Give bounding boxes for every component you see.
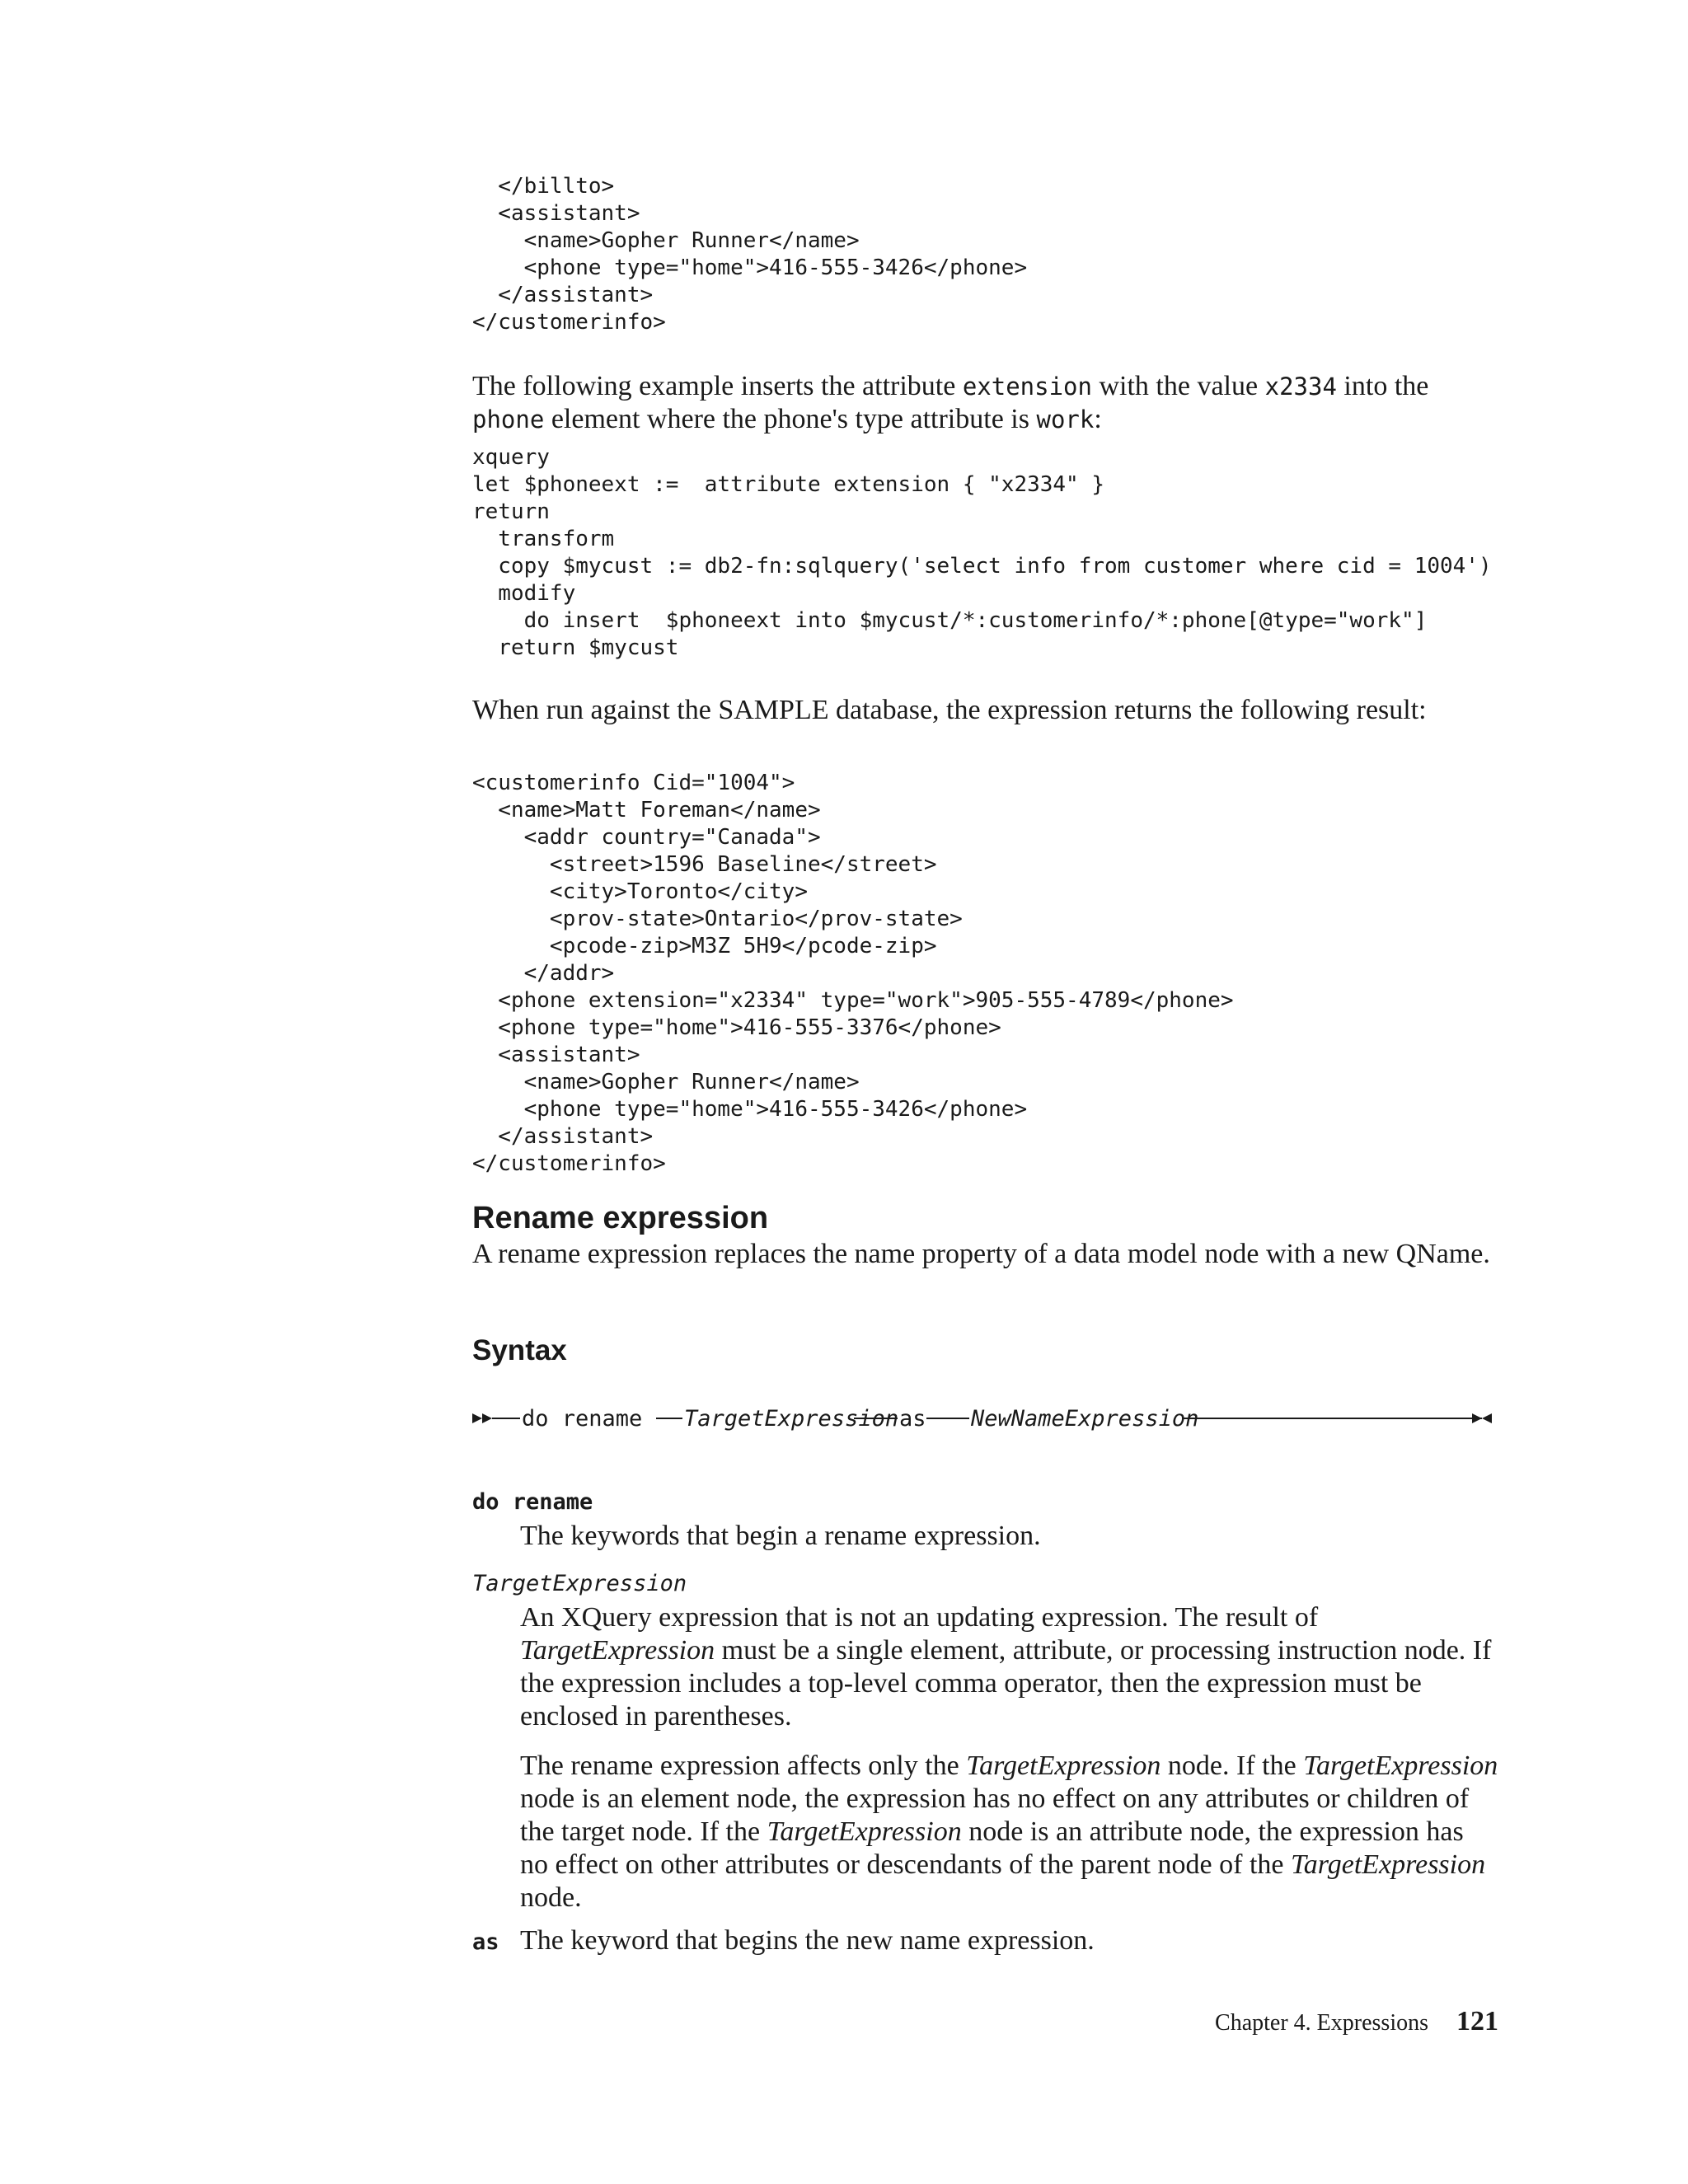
code-inline-work: work — [1036, 405, 1095, 434]
code-inline-phone: phone — [472, 405, 545, 434]
emphasis: TargetExpression — [1290, 1849, 1486, 1880]
section-intro-block — [472, 1238, 1498, 1271]
emphasis: TargetExpression — [1303, 1750, 1498, 1781]
text-run: node is an attribute node, the expression has no effect on other attributes or descendants of the parent node of the — [520, 1816, 1464, 1880]
definition-as — [472, 1924, 1498, 1957]
end-arrow-icon — [1472, 1413, 1482, 1423]
text-run: node. — [520, 1882, 582, 1913]
page-number: 121 — [1456, 2006, 1498, 2036]
start-arrow-icon — [482, 1413, 492, 1423]
code-text: <customerinfo Cid="1004"> <name>Matt Foreman</name> <addr country="Canada"> <street>1596 Baseline</street> <city>Toronto</city> <prov-state>Ontario</prov-state> <pcode-zip>M3Z 5H9</pcode-zip> </addr> <phone extension="x2334" type="work">905-555-4789</phone> <phone type="home">416-555-3376</phone> <assistant> <name>Gopher Runner</name> <phone type="home">416-555-3426</phone> </assistant> </customerinfo> — [472, 771, 1234, 1176]
code-block-top — [472, 173, 1498, 336]
syntax-heading-block — [472, 1334, 1498, 1367]
definition-term: TargetExpression — [472, 1571, 687, 1596]
emphasis: TargetExpression — [520, 1635, 715, 1666]
definition-paragraph-2 — [520, 1750, 1498, 1915]
code-text: xquery let $phoneext := attribute extension { "x2334" } return transform copy $mycust := db2-fn:sqlquery('select info from customer where cid = 1004') modify do insert $phoneext into $mycust/*:customerinfo/*:phone[@type="work"] return $mycust — [472, 445, 1492, 660]
definition-do-rename — [472, 1488, 1498, 1553]
code-text: </billto> <assistant> <name>Gopher Runner</name> <phone type="home">416-555-3426</phone> </assistant> </customerinfo> — [472, 174, 1028, 335]
definition-text: The keyword that begins the new name expression. — [520, 1925, 1095, 1956]
syntax-keyword-do-rename: do rename — [522, 1406, 643, 1432]
emphasis: TargetExpression — [767, 1816, 962, 1847]
paragraph-result-intro — [472, 694, 1498, 727]
text-run: : — [1094, 404, 1102, 434]
code-block-result — [472, 770, 1498, 1178]
text-run: node. If the — [1160, 1750, 1304, 1781]
code-block-query — [472, 444, 1498, 662]
paragraph-text — [472, 370, 1498, 436]
text-run: with the value — [1091, 371, 1265, 401]
syntax-keyword-as: as — [899, 1406, 926, 1432]
page-footer — [1215, 2006, 1498, 2037]
section-intro-text: A rename expression replaces the name property of a data model node with a new QName. — [472, 1239, 1490, 1269]
definition-term: do rename — [472, 1489, 593, 1515]
emphasis: TargetExpression — [966, 1750, 1161, 1781]
definition-paragraph-1 — [520, 1601, 1498, 1733]
definition-target-expression — [472, 1570, 1498, 1915]
end-arrow-icon — [1482, 1413, 1492, 1423]
text-run: element where the phone's type attribute is — [544, 404, 1037, 434]
syntax-heading: Syntax — [472, 1334, 567, 1366]
syntax-diagram-svg — [472, 1404, 1498, 1433]
code-inline-value: x2334 — [1264, 373, 1337, 401]
syntax-param-target-expression: TargetExpression — [684, 1406, 899, 1432]
definition-row — [472, 1924, 1498, 1957]
section-heading: Rename expression — [472, 1201, 769, 1235]
section-heading-block — [472, 1200, 1498, 1236]
text-run: An XQuery expression that is not an updating expression. The result of — [520, 1602, 1319, 1633]
paragraph-insert-example — [472, 370, 1498, 436]
definition-description — [472, 1601, 1498, 1915]
text-run: must be a single element, attribute, or processing instruction node. If the expression includes a top-level comma operator, then the expression must be enclosed in parentheses. — [520, 1635, 1492, 1732]
code-inline-extension: extension — [962, 373, 1092, 401]
start-arrow-icon — [472, 1413, 482, 1423]
text-run: into the — [1336, 371, 1429, 401]
footer-chapter: Chapter 4. Expressions — [1215, 2010, 1428, 2036]
text-run: The following example inserts the attribute — [472, 371, 963, 401]
paragraph-text: When run against the SAMPLE database, the expression returns the following result: — [472, 695, 1427, 725]
syntax-diagram — [472, 1404, 1498, 1433]
definition-description — [472, 1520, 1498, 1553]
definition-term: as — [472, 1929, 499, 1955]
definition-text: The keywords that begin a rename expression. — [520, 1521, 1041, 1551]
text-run: node is an element node, the expression has no effect on any attributes or children of the target node. If the — [520, 1783, 1470, 1847]
text-run: The rename expression affects only the — [520, 1750, 967, 1781]
syntax-param-newname-expression: NewNameExpression — [971, 1406, 1199, 1432]
